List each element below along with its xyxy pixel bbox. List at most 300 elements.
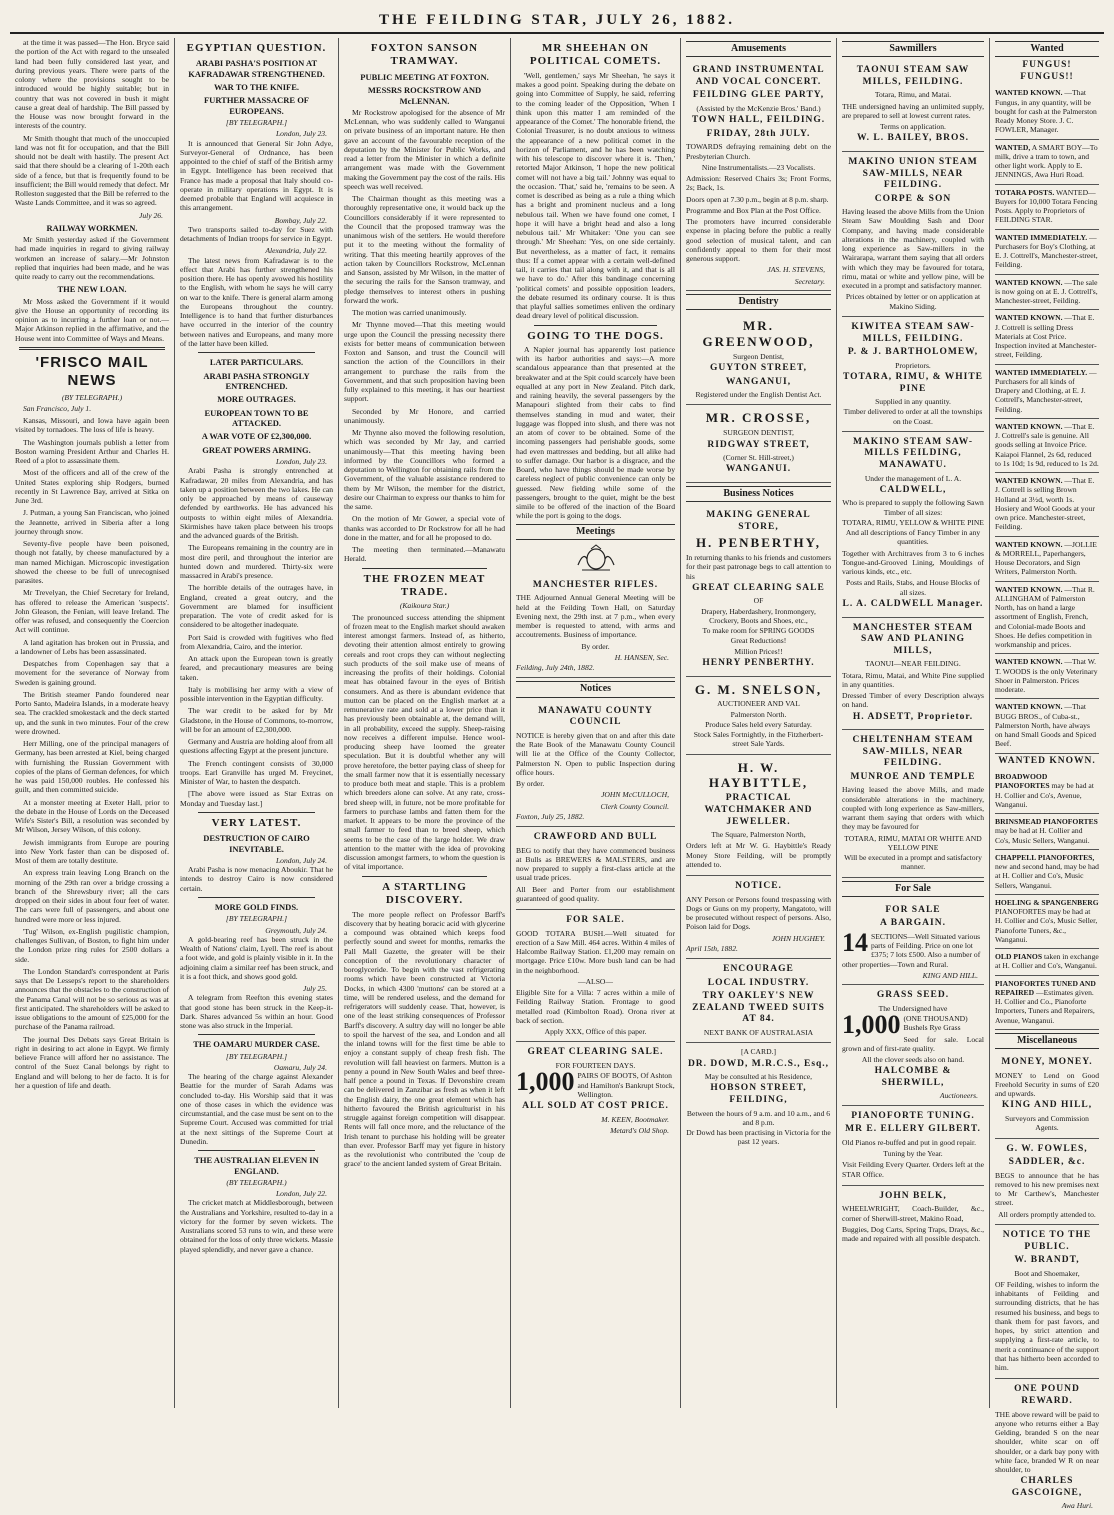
dateline: Alexandria, July 22. <box>265 246 327 256</box>
ad-title: MONEY, MONEY. <box>1001 1057 1093 1068</box>
paragraph: The latest news from Kafradawar is to the effect that Arabi has further strengthened his position there. He has openly avowed his hostility to the English, with whom he says he will carry on war to the knife. There is general alarm among the Europeans throughout the country. Intelligence is to hand that further disturbances have occurred in the interior of the country between natives and Europeans, and many more of the latter have been killed. <box>180 255 333 348</box>
paragraph: Mr Thynne moved—That this meeting would urge upon the Council the pressing necessity there exists for better means of communication between Foxton and Sanson, and trust the Council will sanction the action of the Councillors in their arrangement to purchase the rails from the Government, and that such proposition having been fully explained to this meeting, it has our heartiest support. <box>344 320 505 404</box>
ad-line: HOBSON STREET, FEILDING, <box>710 1083 807 1105</box>
column-5 <box>681 38 837 1408</box>
ad-title: MAKINO STEAM SAW-MILLS FEILDING, MANAWATU. <box>852 436 974 471</box>
ad-title: WANTED KNOWN. <box>995 584 1063 594</box>
ad-line: (Assisted by the McKenzie Bros.' Band.) <box>696 103 821 113</box>
ad-line: Terms on application. <box>880 122 946 132</box>
clearing-sale-ad <box>516 1042 675 1139</box>
ad-body: Programme and Box Plan at the Post Office. <box>686 205 821 215</box>
ad-body: BEGS to announce that he has removed to his new premises next to Mr Carthew's, Manchester street. <box>995 1170 1099 1208</box>
ad-line: Prices obtained by letter or on application at Makino Siding. <box>845 292 981 311</box>
subheading: A WAR VOTE OF £2,300,000. <box>201 431 312 442</box>
ad-body: —That E. J. Cottrell's sale is genuine. All goods selling at Invoice Price. Kaiapoi Flannel, 2s 6d, reduced to 1s 10d; 1s 9d, reduced to 1s 2d. <box>995 421 1099 468</box>
subheading: MORE OUTRAGES. <box>217 394 296 405</box>
ad-body: Orders left at Mr W. G. Haybittle's Ready Money Store Feilding, will be promptly attended to. <box>686 841 831 869</box>
ad-line: Under the management of L. A. <box>864 473 962 483</box>
ad-title: CHAPPELL PIANOFORTES, <box>995 852 1095 862</box>
columns <box>10 38 1104 1511</box>
ad-body: WHEELWRIGHT, Coach-Builder, &c., corner of Sherwill-street, Makino Road, <box>842 1204 984 1223</box>
ad-body: WANTED—Buyers for 10,000 Totara Fencing Posts. Apply to Proprietors of FEILDING STAR. <box>995 187 1098 225</box>
classified-ad <box>995 895 1099 949</box>
saddler-ad <box>995 1139 1099 1225</box>
cricket-heading: THE AUSTRALIAN ELEVEN IN ENGLAND. <box>194 1155 319 1176</box>
ad-line: [A CARD.] <box>740 1047 777 1057</box>
ad-title: BRINSMEAD PIANOFORTES <box>995 817 1098 827</box>
ad-line: Will be executed in a prompt and satisfactory manner. <box>844 853 982 872</box>
ad-title: KIWITEA STEAM SAW-MILLS, FEILDING. <box>851 321 975 344</box>
royal-crest-icon <box>574 543 618 573</box>
dentist-ad <box>686 405 831 483</box>
notices-banner: Notices <box>516 681 675 697</box>
grass-seed-ad <box>842 985 984 1105</box>
dateline: London, July 22. <box>275 1189 327 1199</box>
for-sale-ad <box>516 910 675 1042</box>
ad-body: Having leased the above Mills from the Union Steam Saw Moulding Sash and Door Company, and having made considerable alterations in the machinery, coupled with long experience as Saw-millers in the Wairarapa, warrant them saying that all orders with which they may be favoured for totara, rimu, matai or white and yellow pine, will be executed in a prompt and satisfactory manner. <box>842 207 984 291</box>
ad-title: ONE POUND REWARD. <box>1014 1384 1080 1406</box>
signature: JAS. H. STEVENS, <box>767 265 825 275</box>
ad-title: HOELING & SPANGENBERG <box>995 897 1099 907</box>
ad-body: Doors open at 7.30 p.m., begin at 8 p.m. sharp. <box>686 194 829 204</box>
ad-line: —ALSO— <box>577 976 614 986</box>
intro-paragraph: at the time it was passed—The Hon. Bryce said the portion of the Act with regard to the unsealed land had been fully considered last year, and during previous years. There were parts of the colony where the provisions sought to be introduced would be highly suitable; but in country that was not covered in bush it might cause a great deal of hardship. The Bill passed by the House was now brought forward in the interests of the country. <box>15 38 169 131</box>
ad-title: MAKING GENERAL STORE, <box>706 510 811 532</box>
classified-ad <box>995 976 1099 1030</box>
piano-tuning-ad <box>842 1106 984 1186</box>
dateline: San Francisco, July 1. <box>23 403 92 413</box>
reward-ad <box>995 1379 1099 1514</box>
classified-ad <box>995 949 1099 976</box>
ad-line: A BARGAIN. <box>880 918 946 929</box>
ad-line: H. PENBERTHY, <box>695 535 822 551</box>
ad-line: TRY OAKLEY'S NEW ZEALAND TWEED SUITS AT 84. <box>692 991 825 1025</box>
ad-line: (Corner St. Hill-street,) <box>723 453 794 463</box>
ad-line: Feilding, July 24th, 1882. <box>516 663 595 673</box>
paragraph: The Washington journals publish a letter from Boston warning President Arthur and Charles H. Reed of a plot to assassinate them. <box>15 437 169 466</box>
divider <box>19 347 165 350</box>
ad-body: Totara, Rimu, Matai, and White Pine supplied in any quantities. <box>842 670 984 689</box>
ad-title: MANCHESTER STEAM SAW AND PLANING MILLS, <box>852 622 974 656</box>
money-ad <box>995 1052 1099 1138</box>
ad-title: WANTED KNOWN. <box>995 539 1063 549</box>
wheelwright-ad <box>842 1186 984 1250</box>
frozen-meat-body <box>344 613 505 872</box>
ad-title: TAONUI STEAM SAW MILLS, FEILDING. <box>856 65 970 87</box>
ad-line: Great Reductions! <box>730 636 787 646</box>
dateline: London, July 23. <box>275 129 327 139</box>
divider <box>362 876 487 877</box>
signature: KING AND HILL. <box>922 970 978 980</box>
column-2 <box>175 38 339 1408</box>
ad-body: —Purchasers for all kinds of Drapery and Clothing, at E. J. Cottrell's, Manchester-street, Feilding. <box>995 367 1097 414</box>
egyptian-heading: EGYPTIAN QUESTION. <box>186 42 327 54</box>
ad-line: Tuning by the Year. <box>883 1149 943 1159</box>
column-1 <box>10 38 175 1408</box>
ad-line: RIDGWAY STREET, <box>707 439 810 450</box>
ad-body: may be had at H. Collier and Co's, Music Sellers, Wanganui. <box>995 826 1090 845</box>
ad-line: By order. <box>581 641 610 651</box>
auctioneer-ad <box>686 677 831 755</box>
paragraph: Kansas, Missouri, and Iowa have again been visited by tornadoes. The loss of life is heavy. <box>15 416 169 435</box>
paragraph: Italy is mobilising her army with a view of possible intervention in the Egyptian difficulty. <box>180 684 333 704</box>
for-sale-banner: For Sale <box>842 881 984 897</box>
dateline: Greymouth, July 24. <box>265 925 327 935</box>
paragraph: Seventy-five people have been poisoned, though not fatally, by cheese manufactured by a man named Michigan. Microscopic investigation showed the cheese to be full of unrecognised parasites. <box>15 539 169 586</box>
ad-line: May be consulted at his Residence, <box>704 1072 813 1082</box>
subheading: DESTRUCTION OF CAIRO INEVITABLE. <box>203 833 310 854</box>
ad-body: Together with Architraves from 3 to 6 inches Tongue-and-Grooved Lining, Mouldings of various kinds, etc., etc. <box>842 548 984 577</box>
ad-body: —That W. T. WOODS is the only Veterinary Shoer in Palmerston. Prices moderate. <box>995 657 1098 695</box>
amusements-banner: Amusements <box>686 41 831 57</box>
ad-body: —That Fungus, in any quantity, will be bought for cash at the Palmerston Ready Money Store. J. C. FOWLER, Manager. <box>995 88 1097 135</box>
subheading: LATER PARTICULARS. <box>209 357 304 368</box>
ad-line: Surgeon Dentist, <box>733 351 784 361</box>
paragraph: The French contingent consists of 30,000 troops. Earl Granville has urged M. Freycinet, Minister of War, to hasten the despatch. <box>180 758 333 787</box>
ad-title: GREAT CLEARING SALE. <box>527 1047 664 1058</box>
paragraph: Port Said is crowded with fugitives who fled from Alexandria, Cairo, and the interior. <box>180 632 333 651</box>
ad-body: A SMART BOY—To milk, drive a tram to town, and other light work. Apply to E. JENNINGS, Awa Huri Road. <box>995 142 1098 180</box>
business-banner: Business Notices <box>686 486 831 502</box>
ad-line: MR E. ELLERY GILBERT. <box>845 1124 981 1135</box>
ad-body: Old Pianos re-buffed and put in good repair. <box>842 1137 976 1147</box>
paragraph: Germany and Austria are holding aloof from all questions affecting Egypt at the present juncture. <box>180 737 333 756</box>
very-latest-heading: VERY LATEST. <box>211 816 302 829</box>
ad-line: MUNROE AND TEMPLE <box>850 771 976 782</box>
classified-ad <box>995 582 1099 655</box>
paragraph: The motion was carried unanimously. <box>352 308 467 318</box>
ad-body: Visit Feilding Every Quarter. Orders left at the STAR Office. <box>842 1160 984 1179</box>
ad-body: THE undersigned having an unlimited supply, are prepared to sell at lowest current rates. <box>842 101 984 120</box>
ad-line: Million Prices!! <box>734 646 783 656</box>
ad-body: NOTICE is hereby given that on and after this date the Rate Book of the Manawatu County Council will lie at the Office of the County Collector, Palmerston N. Open to public Inspection during office hours. <box>516 730 675 777</box>
ad-line: Nine Instrumentalists.—23 Vocalists. <box>701 162 816 172</box>
byline: [BY TELEGRAPH.] <box>225 118 288 128</box>
ad-line: NEXT BANK OF AUSTRALASIA <box>703 1028 814 1038</box>
divider <box>198 1150 315 1151</box>
signature: HENRY PENBERTHY. <box>702 657 815 668</box>
dentistry-banner: Dentistry <box>686 294 831 310</box>
ad-line: SURGEON DENTIST, <box>723 428 794 438</box>
ad-title: JOHN BELK, <box>879 1190 947 1201</box>
ad-title: WANTED KNOWN. <box>995 421 1063 431</box>
masthead: THE FEILDING STAR, JULY 26, 1882. <box>10 12 1104 34</box>
ad-title: MR. CROSSE, <box>705 410 812 426</box>
intro-paragraph: Mr Smith thought that much of the unoccupied land was not fit for occupation, and that the Bill should not be dealt with hastily. The present Act said that there should be a clearing of 1-20th each side of a fence, but that is frequently found to be insufficient; the Bill would remedy that defect. Mr Rolleston suggested that the Bill be referred to the Waste Lands Committee, and it was so agreed. <box>15 133 169 208</box>
ad-line: WANGANUI. <box>725 464 792 475</box>
ad-title: WANTED KNOWN. <box>995 657 1063 667</box>
ad-body: Seed for sale. Local grown and of first-rate quality. <box>842 1034 984 1053</box>
ad-line: FEILDING GLEE PARTY, <box>692 90 825 101</box>
discovery-body <box>344 910 505 1169</box>
wanted-banner: Wanted <box>995 41 1099 57</box>
ad-title: ENCOURAGE <box>723 964 794 975</box>
notice-ad <box>686 876 831 959</box>
ad-body: THE Adjourned Annual General Meeting will be held at the Feilding Town Hall, on Saturday Evening next, the 29th inst. at 7 p.m., when every member is requested to attend, with arms and accoutrements. Business of importance. <box>516 593 675 640</box>
divider <box>534 325 657 326</box>
dateline: Bombay, July 22. <box>274 215 327 225</box>
frisco-mail-heading: 'FRISCO MAIL NEWS <box>35 353 149 390</box>
ad-line: Foxton, July 25, 1882. <box>516 811 585 821</box>
dateline: London, July 24. <box>275 855 327 865</box>
ad-line: By order. <box>516 779 545 789</box>
ad-body: THE above reward will be paid to anyone who returns either a Bay Gelding, branded S on the near shoulder, white scar on off shoulder, or a dark bay pony with white face, branded W R on near shoulder, to <box>995 1409 1099 1475</box>
ad-title: WANTED KNOWN. <box>995 702 1063 712</box>
column-3 <box>339 38 511 1408</box>
dateline: Oamaru, July 24. <box>273 1062 327 1072</box>
sections-ad <box>842 900 984 985</box>
column-7 <box>990 38 1104 1511</box>
divider <box>198 1034 315 1035</box>
paragraph: The Chairman thought as this meeting was a thoroughly representative one, it would back up the Councillors considerably if it were represented to the Council that the proposed tramway was the unanimous wish of the settlers. He would therefore put it to the meeting without the formality of writing. That this meeting heartily approves of the action taken by Councillors Rockstrow, McLennan and Sanson, assisted by Mr Wilson, in the matter of the securing the rails for the Sanson tramway, and pledge themselves to interest others in pushing forward the work. <box>344 194 505 305</box>
ad-title: NOTICE TO THE PUBLIC. <box>1002 1229 1092 1252</box>
classified-ad <box>995 140 1099 185</box>
ad-title: CRAWFORD AND BULL <box>533 832 658 843</box>
paragraph: An express train leaving Long Branch on the morning of the 29th ran over a bridge crossing a branch of the Shrewsbury river; all the cars dropped on their sides in about four feet of water. The cars were full of passengers, and about one hundred were more or less injured. <box>15 868 169 924</box>
classified-ad <box>995 85 1099 139</box>
paragraph: Arabi Pasha is strongly entrenched at Kafradawar, 20 miles from Alexandria, and has taken up a position between the two lakes. He can only be approached by means of causeway defended by earthworks. He has advanced his outposts to within eight miles of Alexandria. Skirmishes have taken place between his troops and the advanced guards of the British. <box>180 466 333 541</box>
ad-line: Proprietors. <box>895 360 931 370</box>
ad-line: Dr Dowd has been practising in Victoria for the past 12 years. <box>686 1128 831 1147</box>
ad-line: Stock Sales Fortnightly, in the Fitzherbert-street Sale Yards. <box>693 730 824 749</box>
signature: H. ADSETT, Proprietor. <box>852 711 974 722</box>
paragraph: The meeting then terminated.—Manawatu Herald. <box>344 545 505 564</box>
classified-ad <box>995 537 1099 582</box>
meetings-banner: Meetings <box>516 524 675 540</box>
paragraph: The pronounced success attending the shipment of frozen meat to the English market should awaken interest amongst farmers. Instead of, as hitherto, devoting their attention almost entirely to growing cereals and root crops they can without neglecting such products of the soil make use of means of increasing the profits of their holdings. Colonial meat has obtained favour in the eyes of British consumers. And as there is abundant evidence that mutton can be placed on the English market at a remunerative rate and sold at a lower price than it has previously been obtainable at, the demand will, in all probability, exceed the supply. Sheep-raising now receives a different impulse. Hence wool-producing sheep have loomed the greater speculation. But it is doubtful whether any will prove heretofore, the better paying class of sheep for the small farmer now that it is essentially necessary to produce both meat and staple. This is a problem which breeders alone can solve. At any rate, cross-bred sheep will, in future, not be more profitable for farmers to purchase lambs and fatten them for the market. It appears to be more the province of the small farmer to feed than to breed sheep, which seems to be the case of the large holder. We draw attention to the matter with the idea of provoking discussion amongst farmers, to whom the question is of vital importance. <box>344 612 505 872</box>
paragraph: Herr Milling, one of the principal managers of Germany, has been arrested at Kiel, being charged with furnishing the Russian Government with copies of the plans of German defences, for which he was paid 150,000 roubles. He confessed his guilt, and then committed suicide. <box>15 739 169 795</box>
frisco-body <box>15 416 169 1090</box>
concert-ad <box>686 60 831 291</box>
paragraph: The war credit to be asked for by Mr Gladstone, in the House of Commons, to-morrow, will be for an amount of £2,300,000. <box>180 706 333 734</box>
paragraph: At a monster meeting at Exeter Hall, prior to the debate in the House of Lords on the Deceased Wife's Sister's Bill, a resolution was seconded by Mr Wilson, Jersey Wilson, of this colony. <box>15 797 169 835</box>
ad-body: Having leased the above Mills, and made considerable alterations in the machinery, coupled with long experience as Saw-millers, warrant them saying that orders with which they may be favoured for <box>842 785 984 832</box>
ad-line: To make room for SPRING GOODS <box>702 626 815 636</box>
signature: JOHN McCULLOCH, <box>601 790 669 800</box>
ad-title: DR. DOWD, M.R.C.S., Esq., <box>687 1058 830 1069</box>
divider <box>198 352 315 353</box>
ad-title: WANTED KNOWN. <box>995 277 1063 287</box>
ad-line: And all descriptions of Fancy Timber in any quantities. <box>845 528 981 547</box>
ad-line: Boot and Shoemaker, <box>1014 1268 1080 1278</box>
paragraph: Mr Moss asked the Government if it would give the House an opportunity of recording its opinion as to incurring a further loan or not.—Major Atkinson replied in the affirmative, and the House went into Committee of Ways and Means. <box>15 296 169 343</box>
subheading: ARABI PASHA STRONGLY ENTRENCHED. <box>203 370 310 391</box>
ad-body: ANY Person or Persons found trespassing with Dogs or Guns on my property, Mangatoto, will be prosecuted without respect of persons. Also, Poison laid for Dogs. <box>686 894 831 932</box>
classified-ad <box>995 365 1099 419</box>
ad-line: W. BRANDT, <box>1014 1255 1080 1266</box>
meeting-ad <box>516 575 675 679</box>
ad-line: Surveyors and Commission Agents. <box>1005 1114 1089 1133</box>
watchmaker-ad <box>686 755 831 876</box>
paragraph: A gold-bearing reef has been struck in the Wealth of Nations' claim, Lyell. The reef is about a foot wide, and gold is plainly visible in it. In the adjoining claim a similar reef has been struck, and it is a foot thick, and shows good gold. <box>180 934 333 981</box>
paragraph: On the motion of Mr Gower, a special vote of thanks was accorded to Dr Rockstrow for all he had done in the matter, and for all he proposed to do. <box>344 514 505 542</box>
ad-body: Buggies, Dog Carts, Spring Traps, Drays, &c., made and repaired with all possible despatch. <box>842 1224 984 1244</box>
signature: M. KEEN, Bootmaker. <box>601 1114 669 1124</box>
gold-finds-heading: MORE GOLD FINDS. <box>214 901 299 912</box>
ad-body: Eligible Site for a Villa: 7 acres within a mile of Feilding Railway Station. Frontage to good metalled road (Kimbolton Road). Orona river at back of section. <box>516 988 675 1025</box>
piano-ads <box>995 769 1099 1030</box>
ad-line: All the clover seeds also on hand. <box>861 1055 965 1065</box>
ad-line: Posts and Rails, Stabs, and House Blocks of all sizes. <box>846 578 980 597</box>
paragraph: A Napier journal has apparently lost patience with its harbor authorities and says:—A more scandalous appearance than that presented at the breakwater and at the Spit could scarcely have been equalled at any port in New Zealand. Pitch dark, and raining heavily, the several passengers by the Manapouri slighted from their cabs to find themselves standing in mud and water, their luggage was flopped into slush, and there was not an atom of cover to be obtained. Some of the incoming passengers had perishable goods, some had even mattresses and bedding, but all alike had to suffer damage. Our harbor is a disgrace, and the Board, who have things should be made worse by careless neglect of public convenience can only be guessed. New fielding while some of the passengers, brought to the quiet, might be the best simile to be offered of the inaction of the Board while the port is going to the dogs. <box>516 344 675 521</box>
paragraph: Most of the officers and all of the crew of the United States exploring ship Rodgers, burned recently in St Lawrence Bay, arrived at Sitka on June 3rd. <box>15 468 169 506</box>
ad-line: FRIDAY, 28th JULY. <box>706 128 811 139</box>
divider <box>198 897 315 898</box>
ad-body: The promoters have incurred considerable expense in placing before the public a really good selection of musical talent, and can confidently appeal to them for their most generous support. <box>686 217 831 264</box>
ad-title: WANTED, <box>995 142 1031 152</box>
paragraph: Mr Smith yesterday asked if the Government had made inquiries in regard to giving railway workmen an increase of salary.—Mr Johnston replied that inquiries had been made, and he was quite ready to carry out the recommendations. <box>15 235 169 282</box>
subheading: PUBLIC MEETING AT FOXTON. <box>360 71 489 82</box>
ad-body: —That E. J. Cottrell is selling Brown Holland at 3½d, worth 1s. Hosiery and Wool Goods at your own price. Manchester-street, Feilding. <box>995 476 1095 532</box>
subheading: THE NEW LOAN. <box>57 284 127 295</box>
signature: H. HANSEN, Sec. <box>614 652 669 662</box>
paragraph: Mr Rockstrow apologised for the absence of Mr McLennan, who was suddenly called to Wanganui on private business of an important nature. He then gave an account of the favourable reception of the deputation by the Minister for Public Works, and read a letter from the Minister in which a definite arrangement was made with the Government making the Government pay the cost of the rails. His speech was well received. <box>344 107 505 191</box>
big-number: 1,000 <box>842 1010 901 1040</box>
ad-line: LOCAL INDUSTRY. <box>707 977 810 988</box>
divider <box>198 812 315 813</box>
ad-body: PAIRS OF BOOTS, Of Ashton and Hamilton's Bankrupt Stock, Wellington. <box>577 1071 675 1099</box>
ad-title: GRAND INSTRUMENTAL AND VOCAL CONCERT. <box>692 65 825 87</box>
paragraph: J. Putman, a young San Franciscan, who joined the Jeannette, arrived in Siberia after a long journey through snow. <box>15 508 169 536</box>
signature: L. A. CALDWELL Manager. <box>842 598 984 609</box>
ad-body: BEG to notify that they have commenced business at Bulls as BREWERS & MALSTERS, and are now prepared to supply a first-class article at the usual trade prices. <box>516 845 675 883</box>
ad-line: Drapery, Haberdashery, Ironmongery, Crockery, Boots and Shoes, etc., <box>701 606 816 625</box>
paragraph: Seconded by Mr Honore, and carried unanimously. <box>344 406 505 425</box>
classified-ad <box>995 185 1099 230</box>
bootmaker-ad <box>995 1225 1099 1379</box>
ad-title: WANTED KNOWN. <box>995 88 1063 98</box>
ad-title: TOTARA POSTS. <box>995 187 1055 197</box>
ad-title: G. M. SNELSON, <box>694 681 823 697</box>
wanted-known-heading: WANTED KNOWN. <box>998 755 1096 766</box>
ad-body: OF Feilding, wishes to inform the inhabitants of Feilding and surrounding districts, that he has resumed his business, and begs to thank them for past favors, and hopes, by strict attention and supplying a first-rate article, to merit a continuance of the support that has hitherto been accorded to him. <box>995 1279 1099 1373</box>
ad-title: WANTED KNOWN. <box>995 476 1063 486</box>
ad-body: —That E. J. Cottrell is selling Dress Materials at Cost Price. Inspection invited at Manchester-street, Feilding. <box>995 313 1097 360</box>
ad-title: WANTED IMMEDIATELY. <box>995 367 1088 377</box>
ad-title: GRASS SEED. <box>876 990 950 1001</box>
ad-body: —That BUGG BROS., of Cuba-st., Palmerston North, have always on hand Small Goods and Spiced Beef. <box>995 702 1097 749</box>
wanted-ads <box>995 85 1099 753</box>
byline: [BY TELEGRAPH.] <box>225 1051 288 1061</box>
subheading: MESSRS ROCKSTROW AND McLENNAN. <box>367 85 482 106</box>
ad-title: WANTED IMMEDIATELY. <box>995 232 1088 242</box>
ad-line: CORPE & SON <box>874 193 952 204</box>
signature: CHARLES GASCOIGNE, <box>1011 1476 1083 1498</box>
paragraph: Mr Trevelyan, the Chief Secretary for Ireland, has offered to release the American 'suspects'. John Gleason, the Fenian, will leave Ireland. The offer was refused, and consequently the Coercion Act will continue. <box>15 588 169 635</box>
comets-heading: MR SHEEHAN ON POLITICAL COMETS. <box>529 42 662 68</box>
classified-ad <box>995 419 1099 473</box>
ad-title: CHELTENHAM STEAM SAW-MILLS, NEAR FEILDING. <box>852 735 974 769</box>
ad-line: TOTARA, RIMU, MATAI OR WHITE AND YELLOW PINE <box>844 833 982 852</box>
ad-title: OLD PIANOS <box>995 952 1043 962</box>
ad-line: April 15th, 1882. <box>686 943 738 953</box>
tramway-body <box>344 108 505 564</box>
classified-ad <box>995 275 1099 311</box>
signature: Clerk County Council. <box>600 801 669 811</box>
ad-title: MANAWATU COUNTY COUNCIL <box>538 705 653 728</box>
paragraph: Despatches from Copenhagen say that a movement for the severance of Norway from Sweden is gaining ground. <box>15 659 169 687</box>
signature: HALCOMBE & SHERWILL, <box>874 1066 952 1088</box>
ad-title: PIANOFORTES TUNED AND REPAIRED <box>995 978 1096 997</box>
sawmill-ad <box>842 618 984 731</box>
ad-title: FOR SALE. <box>566 915 625 926</box>
ad-line: Produce Sales held every Saturday. <box>705 719 812 729</box>
paragraph: A telegram from Reefton this evening states that good stone has been struck in the Keep-it-Dark. Shares advanced 5s within an hour. Good stone was also struck in the Imperial. <box>180 993 333 1031</box>
byline: (BY TELEGRAPH.) <box>61 392 123 402</box>
ad-line: Timber delivered to order at all the townships on the Coast. <box>843 407 983 426</box>
subheading: EUROPEAN TOWN TO BE ATTACKED. <box>204 407 309 428</box>
paragraph: A land agitation has broken out in Prussia, and a landowner of Lebs has been assassinated. <box>15 637 169 656</box>
paragraph: [The above were issued as Star Extras on Monday and Tuesday last.] <box>180 789 333 808</box>
signature: JOHN HUGHEY. <box>771 933 825 943</box>
ad-line: AUCTIONEER AND VAL <box>717 699 800 709</box>
subheading: WAR TO THE KNIFE. <box>213 82 300 93</box>
ad-line: TAONUI—NEAR FEILDING. <box>865 659 961 669</box>
ad-body: —Purchasers for Boy's Clothing, at E. J. Cottrell's, Manchester-street, Feilding. <box>995 232 1098 270</box>
signature: Auctioneers. <box>939 1091 978 1101</box>
ad-line: GREAT CLEARING SALE <box>692 582 825 593</box>
signature: Metard's Old Shop. <box>610 1125 669 1135</box>
doctor-ad <box>686 1043 831 1151</box>
sawmill-ad <box>842 730 984 878</box>
divider <box>362 568 487 569</box>
ad-body: new and second hand, may be had at H. Collier and Co's, Music Sellers, Wanganui. <box>995 862 1099 890</box>
ad-body: PIANOFORTES may be had at H. Collier and Co's, Music Seller, Pianoforte Tuners, &c., Wanganui. <box>995 907 1098 944</box>
subheading: RAILWAY WORKMEN. <box>46 222 138 233</box>
sawmill-ad <box>842 152 984 317</box>
ad-line: Palmerston North. <box>730 709 787 719</box>
paragraph: The cricket match at Middlesborough, between the Australians and Yorkshire, resulted to-day in a victory for the former by seven wickets. The Australians scored 53 runs to win, and these were obtained for the loss of only three wickets. Massie played splendidly, and never gave a chance. <box>180 1198 333 1254</box>
byline: (Kaikoura Star.) <box>399 601 450 611</box>
ad-line: Totara, Rimu, and Matai. <box>874 90 952 100</box>
ad-body: GOOD TOTARA BUSH.—Well situated for erection of a Saw Mill. 464 acres. Within 4 miles of Halcombe Railway Station. £1,200 may remain on mortgage. Price £10w. More bush land can be had in the neighborhood. <box>516 928 675 975</box>
classified-ad <box>995 310 1099 364</box>
ad-line: Apply XXX, Office of this paper. <box>544 1027 647 1037</box>
ad-line: P. & J. BARTHOLOMEW, <box>847 347 979 358</box>
ad-body: —Estimates given. H. Collier and Co., Pianoforte Importers, Tuners and Repairers, Avenue, Wanganui. <box>995 987 1095 1025</box>
ad-line: Who is prepared to supply the following Sawn Timber of all sizes: <box>842 498 984 517</box>
council-notice <box>516 701 675 827</box>
ad-body: MONEY to Lend on Good Freehold Security in sums of £20 and upwards. <box>995 1070 1099 1099</box>
paragraph: 'Tug' Wilson, ex-English pugilistic champion, challenges Sullivan, of Boston, to fight him under the London prize ring rules for 2500 dollars a side. <box>15 926 169 964</box>
dateline: July 26. <box>138 210 163 220</box>
dogs-heading: GOING TO THE DOGS. <box>527 329 664 342</box>
paragraph: The London Standard's correspondent at Paris says that De Lesseps's report to the shareholders announces that the obstacles to the construction of the Panama Canal will not be so serious as was at first anticipated. The shareholders will be asked to issue obligations to the amount of £25,000 for the purchase of the Panama railroad. <box>15 966 169 1032</box>
subheading: ARABI PASHA'S POSITION AT KAFRADAWAR STRENGTHENED. <box>188 58 325 79</box>
oamaru-heading: THE OAMARU MURDER CASE. <box>193 1039 320 1050</box>
subheading: GREAT POWERS ARMING. <box>202 444 311 455</box>
ad-line: Registered under the English Dentist Act. <box>695 390 822 400</box>
classified-ad <box>995 699 1099 753</box>
classified-ad <box>995 230 1099 275</box>
tramway-heading: FOXTON SANSON TRAMWAY. <box>370 42 479 68</box>
subheading: FURTHER MASSACRE OF EUROPEANS. <box>203 95 309 116</box>
ad-body: Dressed Timber of every Description always on hand. <box>842 691 984 710</box>
dogs-body <box>516 345 675 521</box>
tweed-ad <box>686 959 831 1043</box>
ad-line: PRACTICAL WATCHMAKER AND JEWELLER. <box>704 793 813 827</box>
signature: KING AND HILL, <box>1001 1100 1093 1111</box>
signature: Awa Huri. <box>1061 1501 1093 1511</box>
store-ad <box>686 505 831 676</box>
discovery-heading: A STARTLING DISCOVERY. <box>382 880 467 907</box>
sawmill-ad <box>842 317 984 432</box>
ad-line: TOTARA, RIMU, YELLOW & WHITE PINE <box>842 517 984 527</box>
paragraph: It is announced that General Sir John Adye, Surveyor-General of Ordnance, has been appointed to the chief of staff of the British army in Egypt. Intelligence has been received that France has made a proposal that Italy should co-operate in military operations in Egypt. It is deemed probable that England will acquiesce in this arrangement. <box>180 138 333 213</box>
classified-ad <box>995 769 1099 814</box>
ad-line: Between the hours of 9 a.m. and 10 a.m., and 6 and 8 p.m. <box>686 1108 831 1127</box>
ad-title: H. W. HAYBITTLE, <box>708 759 809 791</box>
